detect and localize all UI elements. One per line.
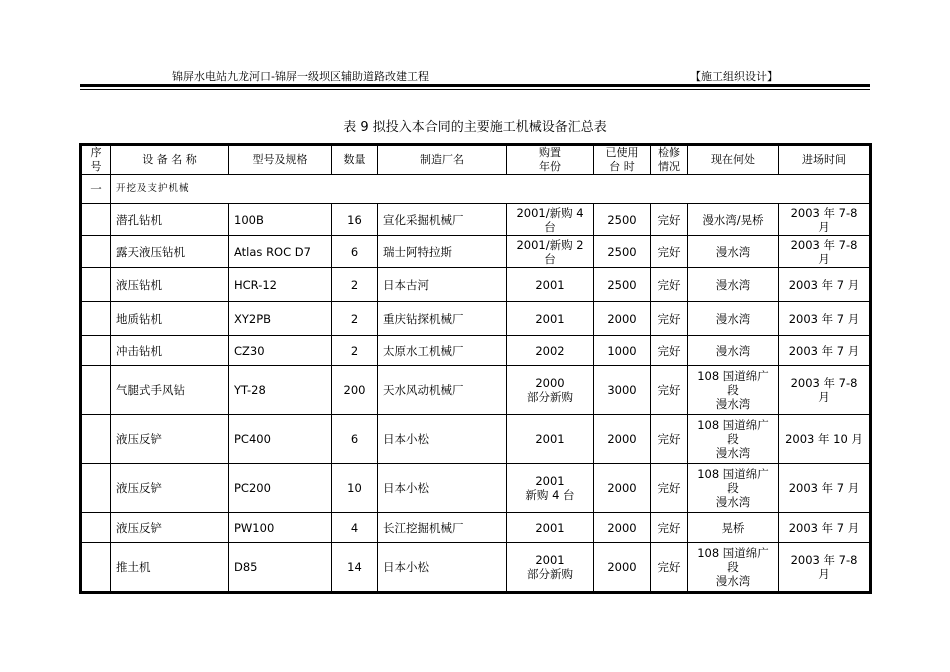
cell-hours: 2500 xyxy=(594,268,651,302)
cell-name: 液压反铲 xyxy=(111,513,229,543)
cell-year: 2001 新购 4 台 xyxy=(507,464,594,513)
cell-status: 完好 xyxy=(651,543,688,592)
cell-entry: 2003 年 7 月 xyxy=(779,302,870,336)
cell-entry: 2003 年 7-8 月 xyxy=(779,236,870,268)
cell-hours: 2000 xyxy=(594,302,651,336)
table-row xyxy=(82,366,870,415)
cell-name: 冲击钻机 xyxy=(111,336,229,366)
cell-year: 2001 xyxy=(507,513,594,543)
table-row xyxy=(82,302,870,336)
cell-name: 地质钻机 xyxy=(111,302,229,336)
table-header-row xyxy=(82,146,870,175)
table-row xyxy=(82,543,870,592)
cell-maker: 太原水工机械厂 xyxy=(378,336,507,366)
cell-year: 2001/新购 4 台 xyxy=(507,204,594,236)
table-row xyxy=(82,464,870,513)
cell-qty: 2 xyxy=(332,336,378,366)
table-row xyxy=(82,204,870,236)
row-number-cell xyxy=(82,204,111,236)
cell-model: Atlas ROC D7 xyxy=(229,236,332,268)
row-number-cell xyxy=(82,366,111,415)
cell-status: 完好 xyxy=(651,513,688,543)
table-row xyxy=(82,268,870,302)
cell-model: D85 xyxy=(229,543,332,592)
row-number-cell xyxy=(82,513,111,543)
row-number-cell xyxy=(82,415,111,464)
cell-year: 2001 xyxy=(507,268,594,302)
header-doc-type: 【施工组织设计】 xyxy=(690,70,778,83)
header-project-name: 锦屏水电站九龙河口-锦屏一级坝区辅助道路改建工程 xyxy=(172,70,429,83)
cell-loc: 漫水湾/晃桥 xyxy=(688,204,779,236)
column-header: 检修 情况 xyxy=(651,146,688,175)
cell-loc: 漫水湾 xyxy=(688,268,779,302)
row-number-cell xyxy=(82,302,111,336)
cell-qty: 14 xyxy=(332,543,378,592)
row-number-cell xyxy=(82,336,111,366)
cell-year: 2001 xyxy=(507,415,594,464)
cell-entry: 2003 年 7 月 xyxy=(779,513,870,543)
cell-entry: 2003 年 7 月 xyxy=(779,268,870,302)
cell-entry: 2003 年 7-8 月 xyxy=(779,204,870,236)
cell-hours: 2000 xyxy=(594,513,651,543)
cell-loc: 漫水湾 xyxy=(688,336,779,366)
cell-year: 2002 xyxy=(507,336,594,366)
cell-hours: 1000 xyxy=(594,336,651,366)
cell-qty: 10 xyxy=(332,464,378,513)
cell-loc: 108 国道绵广 段 漫水湾 xyxy=(688,366,779,415)
cell-model: HCR-12 xyxy=(229,268,332,302)
cell-maker: 重庆钻探机械厂 xyxy=(378,302,507,336)
section-number: 一 xyxy=(82,175,111,204)
cell-maker: 宣化采掘机械厂 xyxy=(378,204,507,236)
cell-model: PC200 xyxy=(229,464,332,513)
column-header: 序 号 xyxy=(82,146,111,175)
cell-name: 液压反铲 xyxy=(111,415,229,464)
cell-qty: 16 xyxy=(332,204,378,236)
column-header: 已使用 台 时 xyxy=(594,146,651,175)
cell-loc: 漫水湾 xyxy=(688,302,779,336)
cell-status: 完好 xyxy=(651,236,688,268)
cell-entry: 2003 年 7-8 月 xyxy=(779,543,870,592)
cell-name: 推土机 xyxy=(111,543,229,592)
row-number-cell xyxy=(82,543,111,592)
cell-year: 2000 部分新购 xyxy=(507,366,594,415)
section-label: 开挖及支护机械 xyxy=(111,175,870,204)
column-header: 设 备 名 称 xyxy=(111,146,229,175)
table-row xyxy=(82,513,870,543)
cell-hours: 3000 xyxy=(594,366,651,415)
cell-qty: 200 xyxy=(332,366,378,415)
cell-status: 完好 xyxy=(651,336,688,366)
table-row xyxy=(82,336,870,366)
cell-entry: 2003 年 7-8 月 xyxy=(779,366,870,415)
cell-hours: 2000 xyxy=(594,543,651,592)
equipment-table xyxy=(81,145,870,592)
page-header xyxy=(80,66,870,84)
cell-loc: 108 国道绵广 段 漫水湾 xyxy=(688,543,779,592)
cell-year: 2001 部分新购 xyxy=(507,543,594,592)
column-header: 制造厂名 xyxy=(378,146,507,175)
cell-model: XY2PB xyxy=(229,302,332,336)
cell-name: 液压反铲 xyxy=(111,464,229,513)
cell-hours: 2000 xyxy=(594,415,651,464)
cell-loc: 漫水湾 xyxy=(688,236,779,268)
cell-maker: 长江挖掘机械厂 xyxy=(378,513,507,543)
cell-status: 完好 xyxy=(651,268,688,302)
cell-qty: 6 xyxy=(332,415,378,464)
cell-maker: 日本小松 xyxy=(378,415,507,464)
cell-status: 完好 xyxy=(651,415,688,464)
cell-hours: 2000 xyxy=(594,464,651,513)
row-number-cell xyxy=(82,236,111,268)
table-row xyxy=(82,236,870,268)
cell-name: 潜孔钻机 xyxy=(111,204,229,236)
cell-loc: 108 国道绵广 段 漫水湾 xyxy=(688,464,779,513)
cell-hours: 2500 xyxy=(594,204,651,236)
cell-qty: 2 xyxy=(332,302,378,336)
cell-status: 完好 xyxy=(651,464,688,513)
row-number-cell xyxy=(82,268,111,302)
cell-qty: 6 xyxy=(332,236,378,268)
cell-hours: 2500 xyxy=(594,236,651,268)
table-row xyxy=(82,415,870,464)
section-row xyxy=(82,175,870,204)
column-header: 型号及规格 xyxy=(229,146,332,175)
row-number-cell xyxy=(82,464,111,513)
cell-maker: 日本古河 xyxy=(378,268,507,302)
cell-name: 气腿式手风钻 xyxy=(111,366,229,415)
column-header: 购置 年份 xyxy=(507,146,594,175)
cell-entry: 2003 年 7 月 xyxy=(779,336,870,366)
cell-name: 露天液压钻机 xyxy=(111,236,229,268)
cell-qty: 4 xyxy=(332,513,378,543)
cell-loc: 晃桥 xyxy=(688,513,779,543)
cell-model: YT-28 xyxy=(229,366,332,415)
header-rule-thin xyxy=(80,89,870,90)
cell-maker: 日本小松 xyxy=(378,464,507,513)
column-header: 数量 xyxy=(332,146,378,175)
cell-year: 2001 xyxy=(507,302,594,336)
column-header: 现在何处 xyxy=(688,146,779,175)
cell-model: PW100 xyxy=(229,513,332,543)
cell-loc: 108 国道绵广 段 漫水湾 xyxy=(688,415,779,464)
cell-entry: 2003 年 7 月 xyxy=(779,464,870,513)
cell-maker: 日本小松 xyxy=(378,543,507,592)
header-rule-thick xyxy=(80,84,870,87)
cell-name: 液压钻机 xyxy=(111,268,229,302)
cell-status: 完好 xyxy=(651,302,688,336)
cell-maker: 瑞士阿特拉斯 xyxy=(378,236,507,268)
column-header: 进场时间 xyxy=(779,146,870,175)
cell-model: CZ30 xyxy=(229,336,332,366)
cell-model: PC400 xyxy=(229,415,332,464)
cell-status: 完好 xyxy=(651,366,688,415)
cell-maker: 天水风动机械厂 xyxy=(378,366,507,415)
cell-qty: 2 xyxy=(332,268,378,302)
cell-model: 100B xyxy=(229,204,332,236)
table-title: 表 9 拟投入本合同的主要施工机械设备汇总表 xyxy=(343,120,607,135)
cell-status: 完好 xyxy=(651,204,688,236)
cell-entry: 2003 年 10 月 xyxy=(779,415,870,464)
cell-year: 2001/新购 2 台 xyxy=(507,236,594,268)
